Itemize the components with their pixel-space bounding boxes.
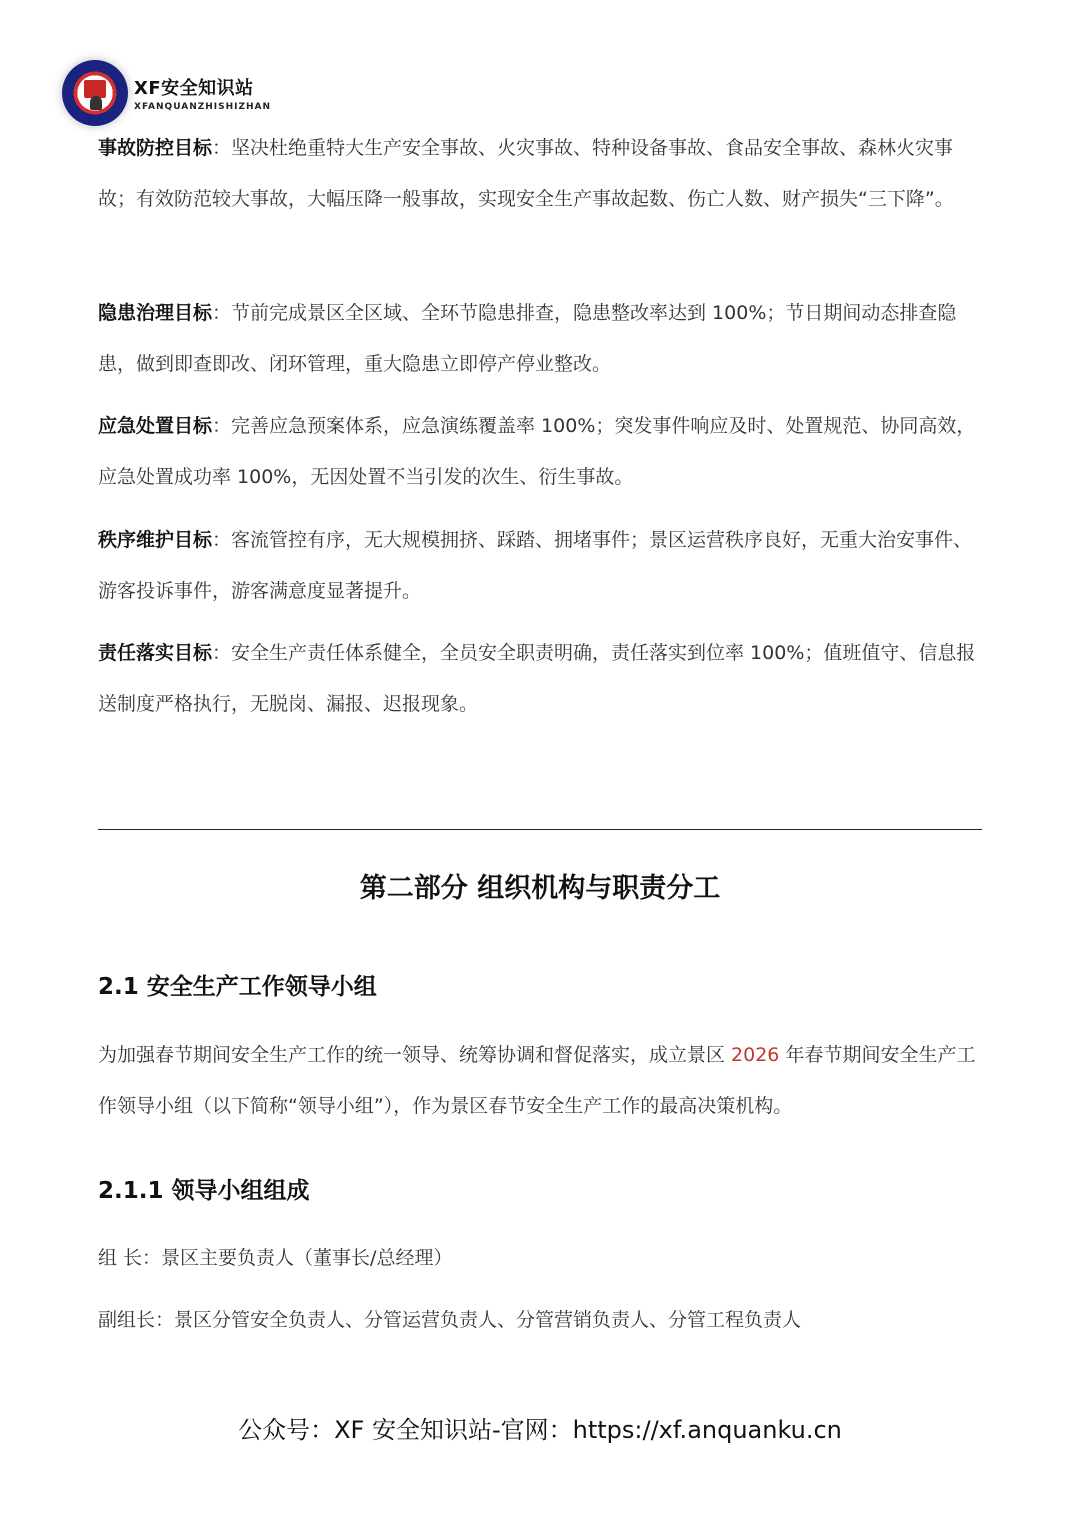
goal-label: 隐患治理目标 bbox=[98, 302, 213, 324]
brand-subtitle: XFANQUANZHISHIZHAN bbox=[134, 102, 272, 112]
brand-name: XF安全知识站 bbox=[134, 78, 254, 99]
goal-accident-prevention bbox=[98, 123, 982, 225]
goal-text: ：完善应急预案体系，应急演练覆盖率 100%；突发事件响应及时、处置规范、协同高效，应急处置成功率 100%，无因处置不当引发的次生、衍生事故。 bbox=[98, 415, 976, 488]
person-icon bbox=[90, 96, 102, 110]
page-header bbox=[62, 58, 271, 128]
footer-watermark: 公众号：XF 安全知识站-官网：https://xf.anquanku.cn bbox=[238, 1416, 842, 1444]
goal-text: ：坚决杜绝重特大生产安全事故、火灾事故、特种设备事故、食品安全事故、森林火灾事故；有效防范较大事故，大幅压降一般事故，实现安全生产事故起数、伤亡人数、财产损失“三下降”。 bbox=[98, 137, 954, 210]
brand-logo bbox=[62, 60, 128, 126]
goal-hazard-governance bbox=[98, 288, 982, 390]
section-divider bbox=[98, 829, 982, 830]
goal-text: ：客流管控有序，无大规模拥挤、踩踏、拥堵事件；景区运营秩序良好，无重大治安事件、游客投诉事件，游客满意度显著提升。 bbox=[98, 529, 973, 602]
goal-label: 事故防控目标 bbox=[98, 137, 213, 159]
goal-text: ：安全生产责任体系健全，全员安全职责明确，责任落实到位率 100%；值班值守、信息报送制度严格执行，无脱岗、漏报、迟报现象。 bbox=[98, 642, 976, 715]
section-2-1-title: 2.1 安全生产工作领导小组 bbox=[98, 974, 377, 1000]
goal-text: ：节前完成景区全区域、全环节隐患排查，隐患整改率达到 100%；节日期间动态排查隐患，做到即查即改、闭环管理，重大隐患立即停产停业整改。 bbox=[98, 302, 957, 375]
section-2-1-body bbox=[98, 1030, 982, 1132]
body-text-after: 年春节期间安全生产工作领导小组（以下简称“领导小组”），作为景区春节安全生产工作的最高决策机构。 bbox=[98, 1044, 976, 1117]
part-title: 第二部分 组织机构与职责分工 bbox=[359, 873, 721, 904]
highlight-year: 2026 bbox=[731, 1044, 780, 1066]
goal-label: 应急处置目标 bbox=[98, 415, 213, 437]
goal-emergency-response bbox=[98, 401, 982, 503]
group-deputy-line: 副组长：景区分管安全负责人、分管运营负责人、分管营销负责人、分管工程负责人 bbox=[98, 1309, 802, 1331]
brand-text bbox=[134, 74, 271, 112]
goal-label: 责任落实目标 bbox=[98, 642, 213, 664]
goal-order-maintenance bbox=[98, 515, 982, 617]
group-leader-line: 组 长：景区主要负责人（董事长/总经理） bbox=[98, 1247, 453, 1269]
goal-label: 秩序维护目标 bbox=[98, 529, 213, 551]
section-2-1-1-title: 2.1.1 领导小组组成 bbox=[98, 1178, 310, 1204]
goal-responsibility bbox=[98, 628, 982, 730]
body-text-before: 为加强春节期间安全生产工作的统一领导、统筹协调和督促落实，成立景区 bbox=[98, 1044, 732, 1066]
